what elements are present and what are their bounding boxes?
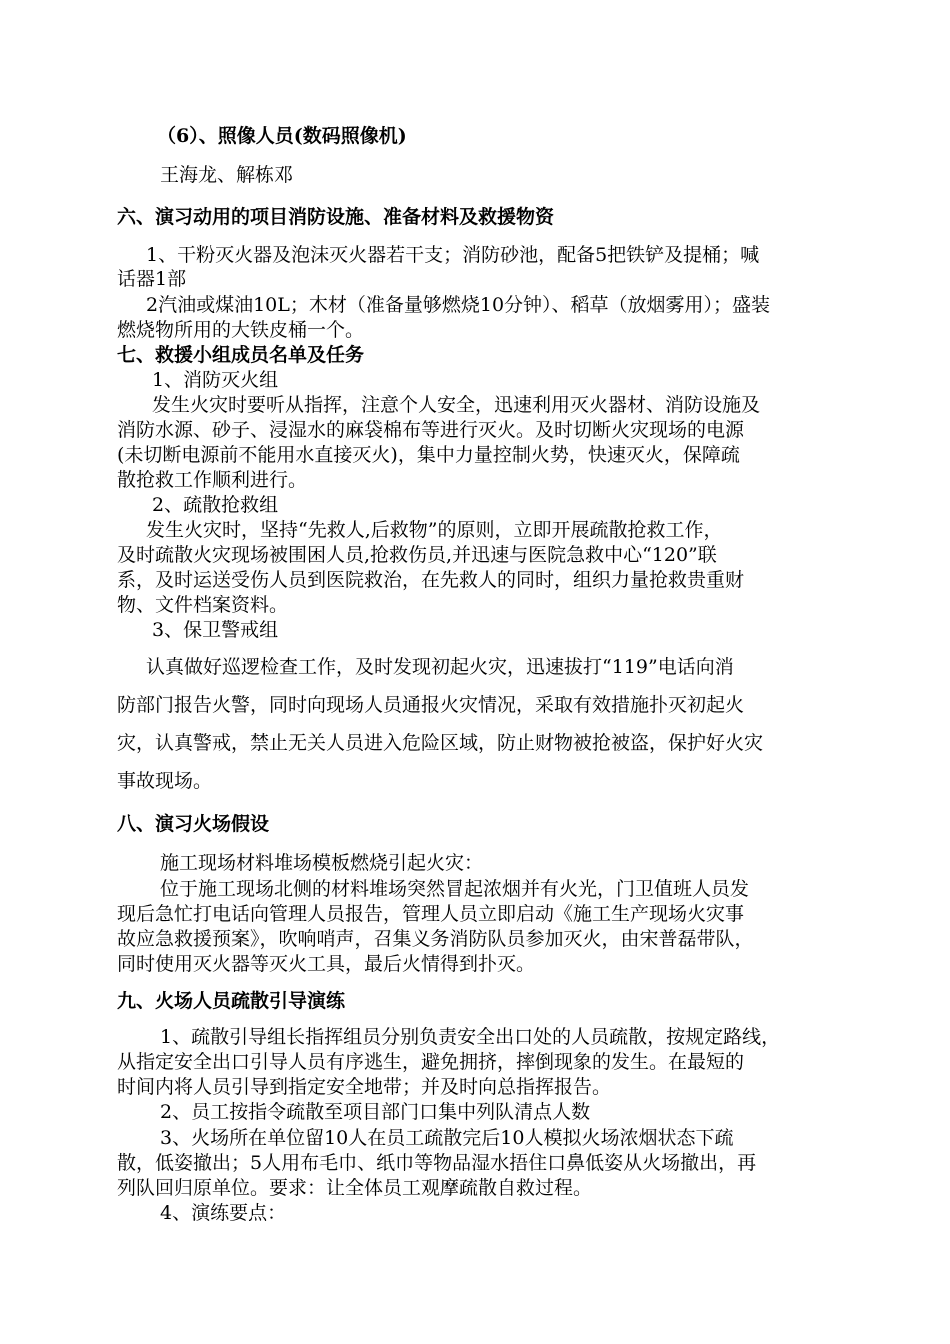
section-nine-p3-line1: 3、火场所在单位留10人在员工疏散完后10人模拟火场浓烟状态下疏	[160, 1127, 734, 1149]
section-six-p2-line2: 燃烧物所用的大铁皮桶一个。	[117, 319, 365, 341]
section-six-p1-line1: 1、干粉灭火器及泡沫灭火器若干支；消防砂池，配备5把铁铲及提桶；喊	[146, 244, 760, 266]
section-six-p2-line1: 2汽油或煤油10L；木材（准备量够燃烧10分钟）、稻草（放烟雾用）；盛装	[146, 294, 771, 316]
group3-line1: 认真做好巡逻检查工作，及时发现初起火灾，迅速拔打“119”电话向消	[146, 656, 734, 678]
group3-title: 3、保卫警戒组	[152, 619, 279, 641]
group1-title: 1、消防灭火组	[152, 369, 279, 391]
section-eight-line1: 施工现场材料堆场模板燃烧引起火灾：	[160, 852, 484, 874]
photo-heading: （6）、照像人员(数码照像机)	[157, 125, 407, 147]
section-nine-p1-line2: 从指定安全出口引导人员有序逃生，避免拥挤，摔倒现象的发生。在最短的	[117, 1051, 745, 1073]
group2-line3: 系，及时运送受伤人员到医院救治，在先救人的同时，组织力量抢救贵重财	[117, 569, 745, 591]
section-nine-p1-line3: 时间内将人员引导到指定安全地带；并及时向总指挥报告。	[117, 1076, 612, 1098]
group1-line1: 发生火灾时要听从指挥，注意个人安全，迅速利用灭火器材、消防设施及	[152, 394, 761, 416]
group3-line2: 防部门报告火警，同时向现场人员通报火灾情况，采取有效措施扑灭初起火	[117, 694, 745, 716]
section-six-p1-line2: 话器1部	[117, 268, 187, 290]
group1-line2: 消防水源、砂子、浸湿水的麻袋棉布等进行灭火。及时切断火灾现场的电源	[117, 419, 745, 441]
group2-line1: 发生火灾时，坚持“先救人,后救物”的原则，立即开展疏散抢救工作，	[146, 519, 723, 541]
group2-line2: 及时疏散火灾现场被围困人员,抢救伤员,并迅速与医院急救中心“120”联	[117, 544, 717, 566]
section-eight-line5: 同时使用灭火器等灭火工具，最后火情得到扑灭。	[117, 953, 536, 975]
group3-line4: 事故现场。	[117, 770, 213, 792]
section-nine-p3-line2: 散，低姿撤出；5人用布毛巾、纸巾等物品湿水捂住口鼻低姿从火场撤出，再	[117, 1152, 757, 1174]
group1-line3: (未切断电源前不能用水直接灭火)，集中力量控制火势，快速灭火，保障疏	[117, 444, 740, 466]
section-nine-heading: 九、火场人员疏散引导演练	[117, 990, 346, 1012]
section-nine-p2: 2、员工按指令疏散至项目部门口集中列队清点人数	[160, 1101, 591, 1123]
section-eight-line3: 现后急忙打电话向管理人员报告，管理人员立即启动《施工生产现场火灾事	[117, 903, 745, 925]
group2-line4: 物、文件档案资料。	[117, 594, 289, 616]
section-eight-line2: 位于施工现场北侧的材料堆场突然冒起浓烟并有火光，门卫值班人员发	[160, 878, 750, 900]
photo-names: 王海龙、解栋邓	[160, 164, 294, 186]
section-eight-line4: 故应急救援预案》，吹响哨声，召集义务消防队员参加灭火，由宋普磊带队，	[117, 928, 754, 950]
section-nine-p3-line3: 列队回归原单位。要求：让全体员工观摩疏散自救过程。	[117, 1177, 593, 1199]
section-seven-heading: 七、救援小组成员名单及任务	[117, 344, 365, 366]
section-eight-heading: 八、演习火场假设	[117, 813, 270, 835]
section-six-heading: 六、演习动用的项目消防设施、准备材料及救援物资	[117, 206, 555, 228]
group1-line4: 散抢救工作顺利进行。	[117, 469, 308, 491]
group3-line3: 灾，认真警戒，禁止无关人员进入危险区域，防止财物被抢被盗，保护好火灾	[117, 732, 764, 754]
section-nine-p4: 4、演练要点：	[160, 1202, 287, 1224]
section-nine-p1-line1: 1、疏散引导组长指挥组员分别负责安全出口处的人员疏散，按规定路线，	[160, 1026, 781, 1048]
group2-title: 2、疏散抢救组	[152, 494, 279, 516]
